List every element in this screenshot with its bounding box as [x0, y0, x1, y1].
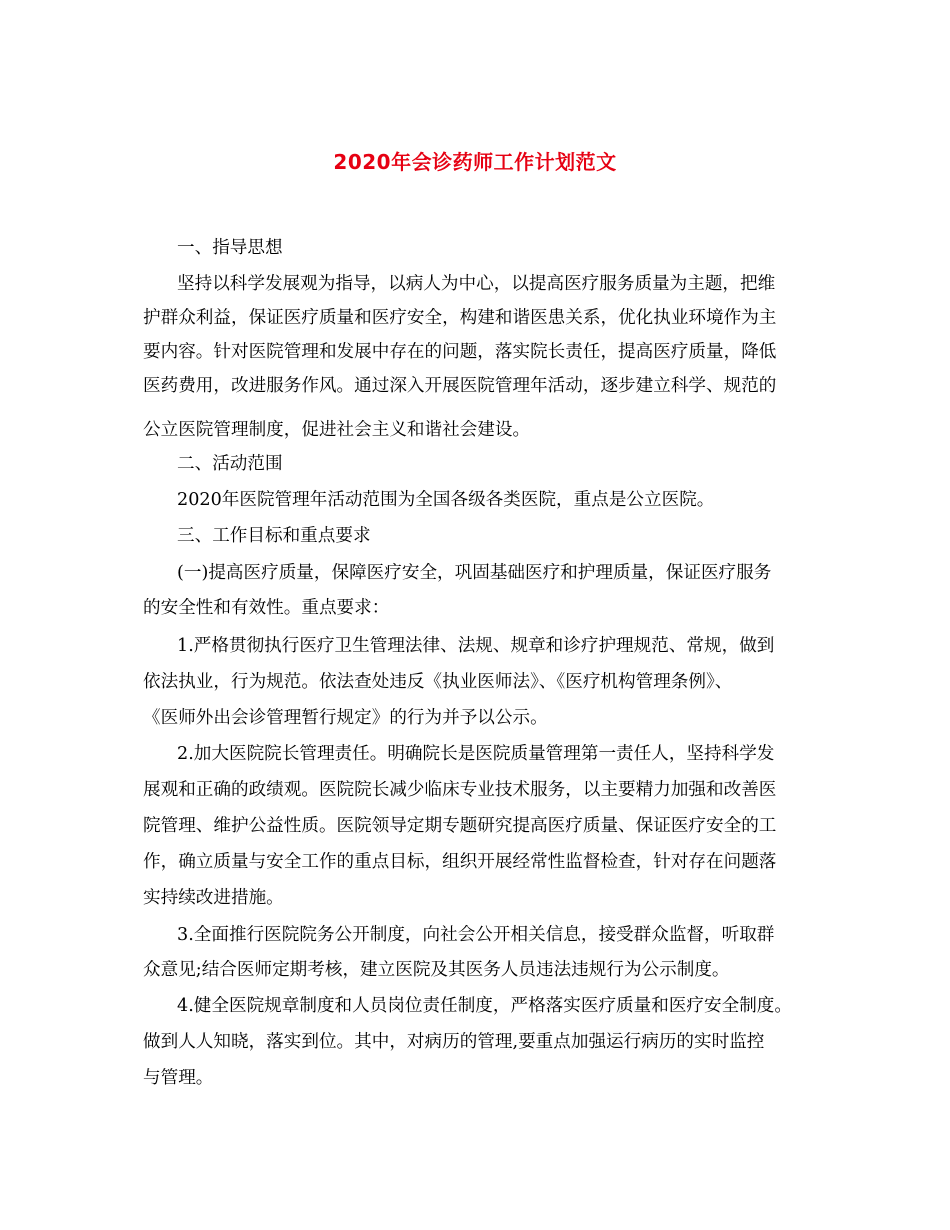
paragraph-line: 实持续改进措施。: [143, 888, 284, 908]
paragraph-line: 3.全面推行医院院务公开制度，向社会公开相关信息，接受群众监督，听取群: [177, 925, 775, 945]
paragraph-line: (一)提高医疗质量，保障医疗安全，巩固基础医疗和护理质量，保证医疗服务: [177, 563, 772, 583]
section-heading: 二、活动范围: [177, 454, 283, 474]
paragraph-line: 《医师外出会诊管理暂行规定》的行为并予以公示。: [143, 708, 548, 728]
document-title: 2020年会诊药师工作计划范文: [333, 150, 617, 174]
section-heading: 三、工作目标和重点要求: [177, 526, 371, 546]
paragraph-line: 院管理、维护公益性质。医院领导定期专题研究提高医疗质量、保证医疗安全的工: [143, 816, 777, 836]
paragraph-line: 依法执业，行为规范。依法查处违反《执业医师法》、《医疗机构管理条例》、: [143, 672, 733, 692]
paragraph-line: 1.严格贯彻执行医疗卫生管理法律、法规、规章和诊疗护理规范、常规，做到: [177, 636, 775, 656]
paragraph-line: 展观和正确的政绩观。医院院长减少临床专业技术服务，以主要精力加强和改善医: [143, 780, 777, 800]
paragraph-line: 做到人人知晓，落实到位。其中，对病历的管理,要重点加强运行病历的实时监控: [143, 1032, 765, 1052]
paragraph-line: 众意见;结合医师定期考核，建立医院及其医务人员违法违规行为公示制度。: [143, 960, 730, 980]
paragraph-line: 公立医院管理制度，促进社会主义和谐社会建设。: [143, 420, 531, 440]
section-heading: 一、指导思想: [177, 238, 283, 258]
paragraph-line: 坚持以科学发展观为指导，以病人为中心，以提高医疗服务质量为主题，把维: [177, 274, 776, 294]
paragraph-line: 与管理。: [143, 1068, 214, 1088]
paragraph-line: 的安全性和有效性。重点要求：: [143, 598, 390, 618]
paragraph-line: 作，确立质量与安全工作的重点目标，组织开展经常性监督检查，针对存在问题落: [143, 852, 777, 872]
paragraph-line: 医药费用，改进服务作风。通过深入开展医院管理年活动，逐步建立科学、规范的: [143, 376, 777, 396]
paragraph-line: 要内容。针对医院管理和发展中存在的问题，落实院长责任，提高医疗质量，降低: [143, 342, 777, 362]
paragraph-line: 4.健全医院规章制度和人员岗位责任制度，严格落实医疗质量和医疗安全制度。: [177, 996, 792, 1016]
paragraph-line: 2.加大医院院长管理责任。明确院长是医院质量管理第一责任人，坚持科学发: [177, 744, 775, 764]
paragraph-line: 2020年医院管理年活动范围为全国各级各类医院，重点是公立医院。: [177, 490, 715, 510]
paragraph-line: 护群众利益，保证医疗质量和医疗安全，构建和谐医患关系，优化执业环境作为主: [143, 308, 777, 328]
